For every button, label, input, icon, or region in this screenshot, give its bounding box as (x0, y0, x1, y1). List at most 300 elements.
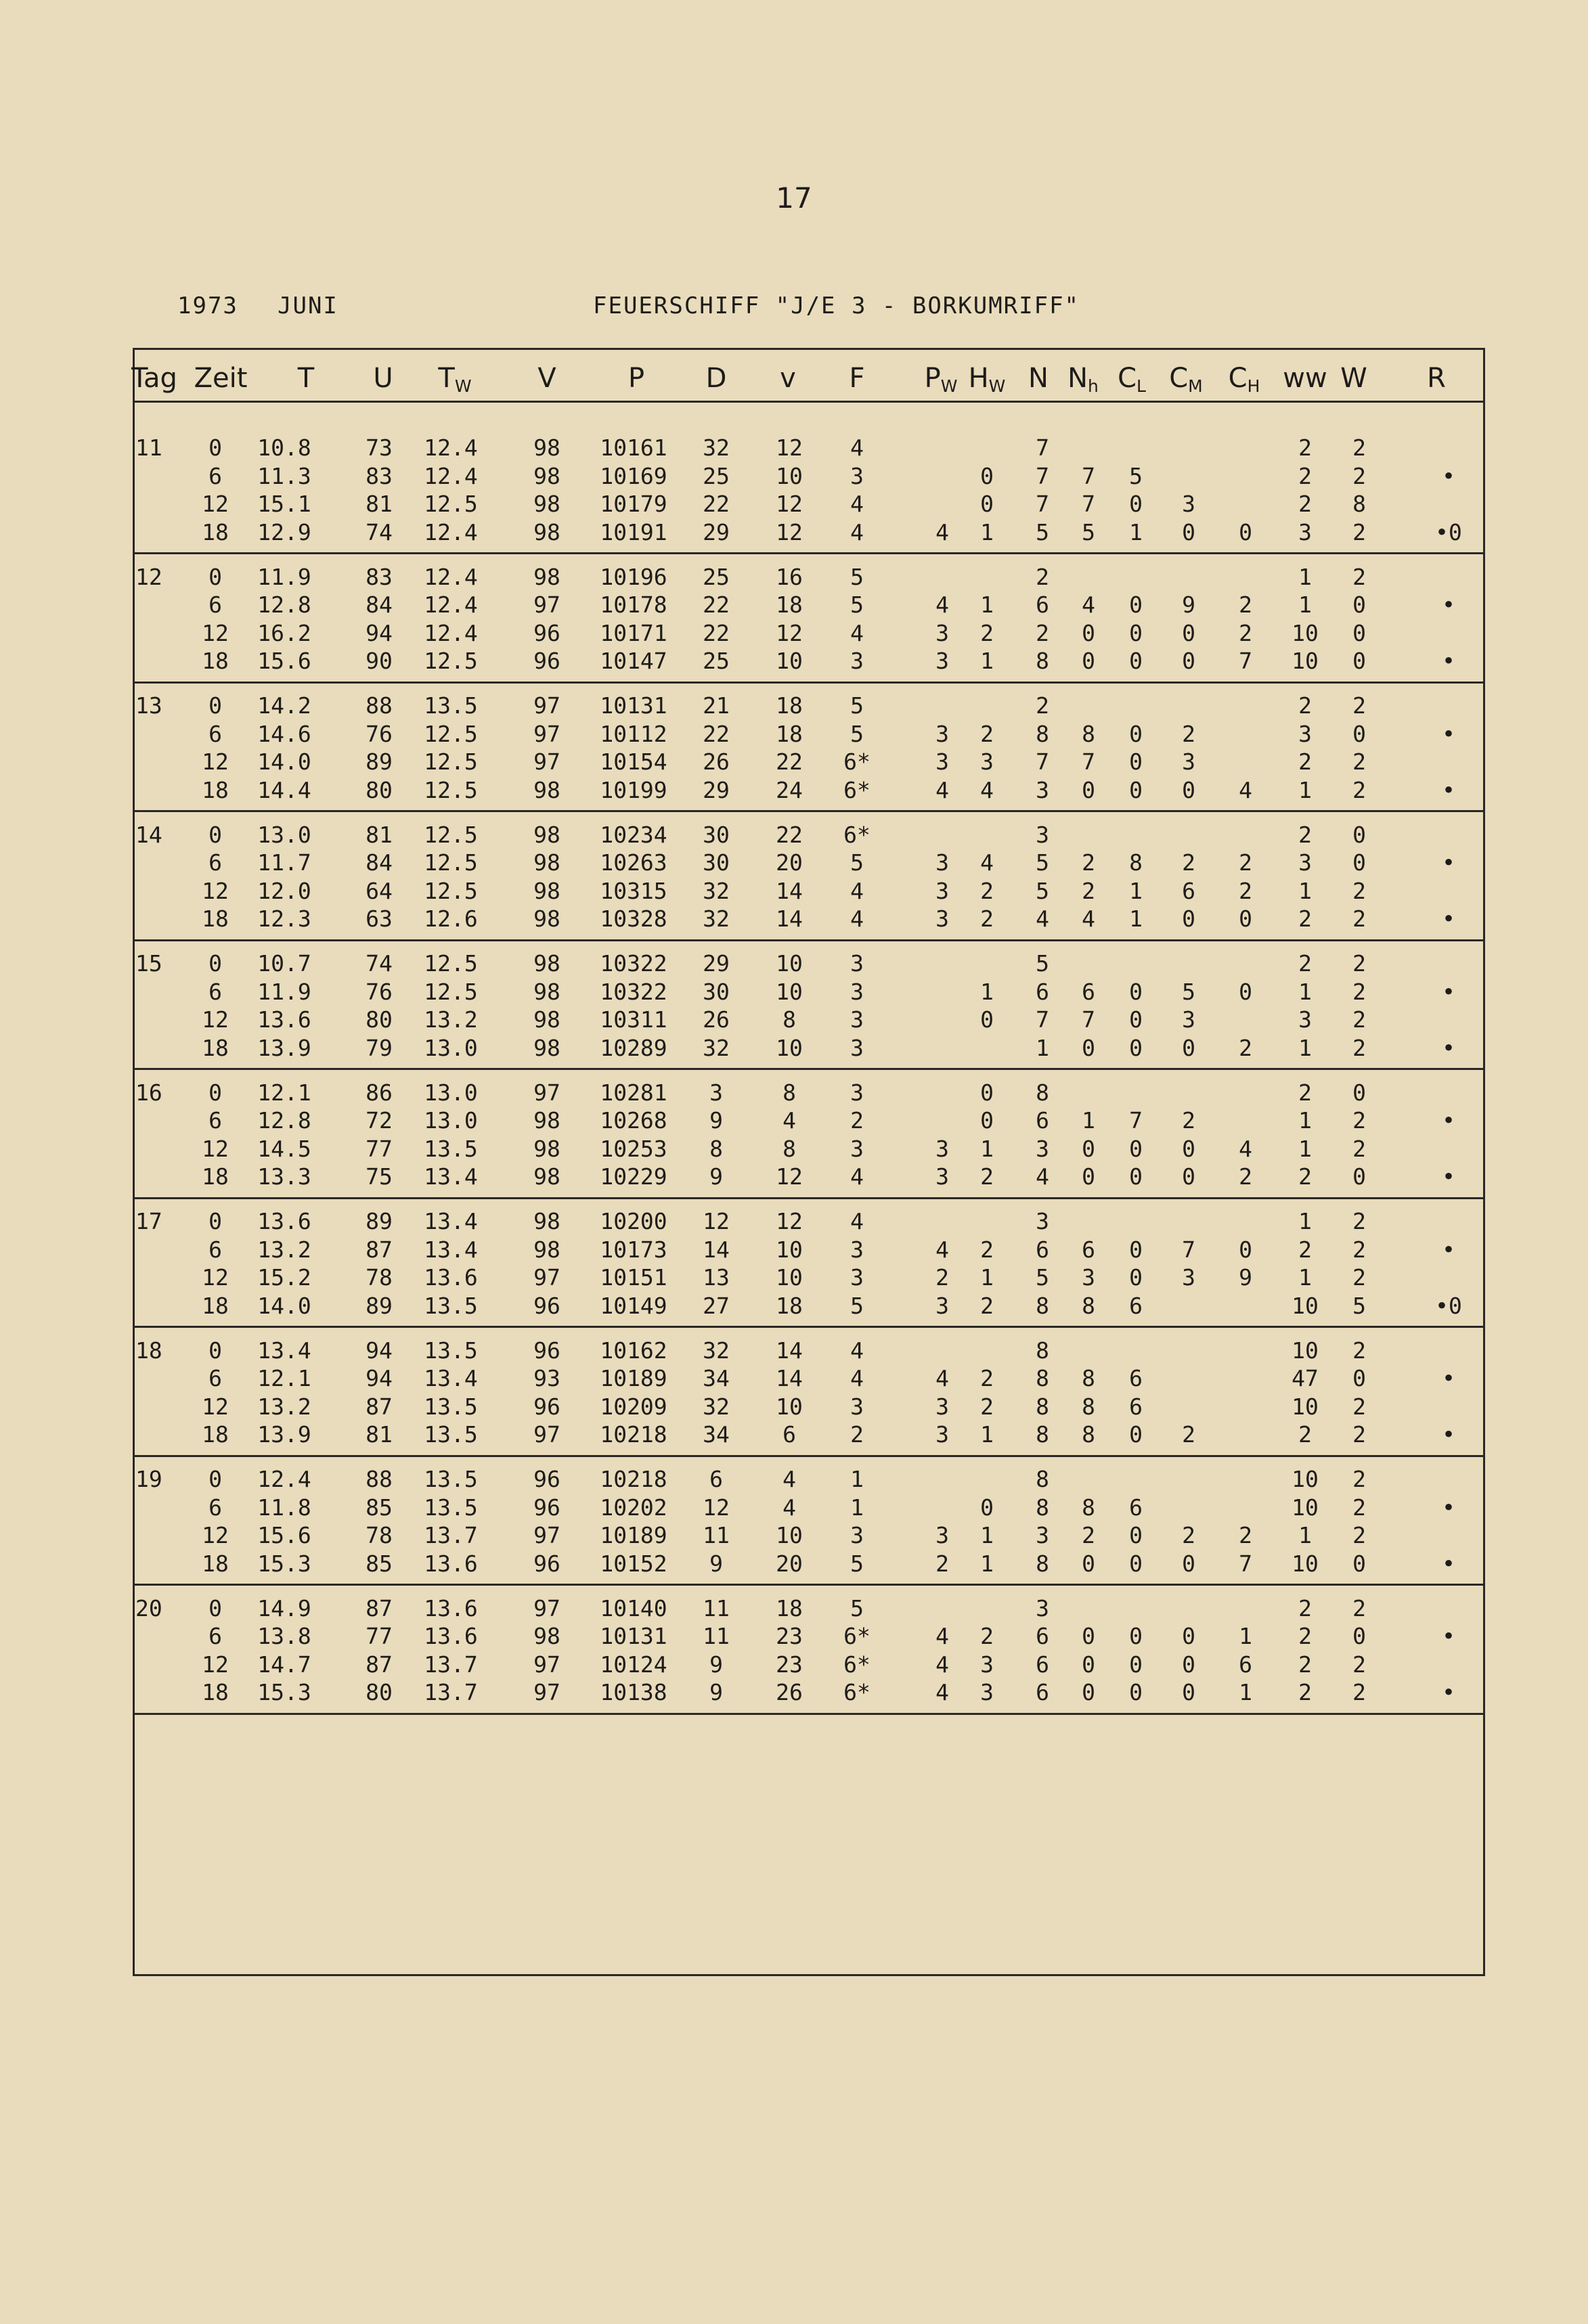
table-cell: 8 (1036, 1393, 1049, 1420)
table-cell: 3 (1036, 1594, 1049, 1622)
table-cell: 81 (366, 821, 393, 848)
table-cell: 13.5 (424, 1494, 478, 1521)
table-cell: 6 (709, 1466, 723, 1492)
table-cell: 2 (1298, 1651, 1312, 1678)
table-cell: 10263 (600, 849, 667, 876)
table-cell: 2 (935, 1264, 949, 1291)
table-cell: 5 (1129, 462, 1143, 489)
table-cell: 18 (776, 720, 803, 747)
day-divider (133, 1584, 1485, 1586)
table-cell: 0 (208, 563, 222, 590)
table-cell: 3 (1036, 1135, 1049, 1162)
table-cell: 0 (1182, 1651, 1195, 1678)
table-cell: 12.9 (257, 518, 311, 545)
table-cell: 14 (703, 1236, 730, 1263)
table-cell: 1 (1129, 906, 1143, 932)
table-cell: 0 (208, 950, 222, 977)
table-cell: 2 (1036, 619, 1049, 646)
table-cell: 10315 (600, 877, 667, 904)
table-cell: 96 (533, 1494, 560, 1521)
table-cell: 2 (850, 1107, 864, 1134)
table-cell: 4 (980, 849, 994, 876)
table-cell: 10140 (600, 1594, 667, 1622)
table-cell: 4 (935, 1236, 949, 1263)
day-label: 15 (135, 950, 162, 977)
table-cell: 5 (1182, 978, 1195, 1005)
table-cell: 77 (366, 1623, 393, 1649)
table-cell: 0 (1129, 1163, 1143, 1190)
table-cell: 6 (1036, 1236, 1049, 1263)
table-cell: 2 (1352, 1337, 1366, 1364)
table-cell: 2 (1352, 1679, 1366, 1705)
table-cell: 12 (776, 1208, 803, 1234)
table-cell: 29 (703, 776, 730, 803)
table-cell: 13.2 (257, 1236, 311, 1263)
table-cell: 6* (843, 1651, 870, 1678)
table-cell: 12 (202, 619, 229, 646)
table-cell: 2 (980, 619, 994, 646)
table-cell: 13.0 (257, 821, 311, 848)
day-label: 17 (135, 1208, 162, 1234)
table-cell: 4 (850, 619, 864, 646)
table-cell: 89 (366, 1208, 393, 1234)
table-cell: 4 (935, 591, 949, 618)
table-cell: 1 (1036, 1034, 1049, 1061)
day-divider (133, 810, 1485, 812)
table-cell: 10152 (600, 1550, 667, 1577)
table-cell: 0 (1129, 1236, 1143, 1263)
column-header: F (849, 363, 865, 394)
table-cell: 12 (776, 434, 803, 461)
table-cell: 10311 (600, 1006, 667, 1033)
table-cell: 14.0 (257, 748, 311, 775)
day-label: 18 (135, 1337, 162, 1364)
table-cell: 2 (1239, 849, 1252, 876)
table-cell: 12.5 (424, 648, 478, 674)
column-header: U (373, 363, 393, 394)
table-cell: 3 (850, 1236, 864, 1263)
table-cell: 1 (1239, 1679, 1252, 1705)
table-cell: 3 (1036, 1208, 1049, 1234)
table-cell: 32 (703, 1034, 730, 1061)
table-cell: 0 (1082, 1034, 1095, 1061)
table-cell: 98 (533, 950, 560, 977)
table-cell: 2 (1298, 950, 1312, 977)
table-cell: 0 (208, 1337, 222, 1364)
table-cell: 10 (1292, 648, 1319, 674)
table-cell: 2 (980, 720, 994, 747)
table-cell: 18 (202, 776, 229, 803)
table-cell: 2 (1352, 1494, 1366, 1521)
table-cell: 0 (1129, 1522, 1143, 1548)
table-cell: 10253 (600, 1135, 667, 1162)
table-cell: 12 (202, 1393, 229, 1420)
table-cell: 2 (1352, 563, 1366, 590)
table-cell: 98 (533, 1208, 560, 1234)
table-cell: 6 (208, 1623, 222, 1649)
table-cell: 87 (366, 1236, 393, 1263)
table-cell: 3 (980, 1651, 994, 1678)
table-cell: 4 (850, 491, 864, 517)
table-cell: 10328 (600, 906, 667, 932)
table-cell: 10131 (600, 1623, 667, 1649)
table-cell: 0 (1352, 591, 1366, 618)
table-cell: 9 (1182, 591, 1195, 618)
table-cell: 1 (1298, 591, 1312, 618)
table-cell: 12 (703, 1208, 730, 1234)
table-cell: 0 (1352, 1079, 1366, 1106)
table-cell: 13.0 (424, 1034, 478, 1061)
table-cell: 10131 (600, 692, 667, 719)
column-header: D (705, 363, 727, 394)
table-cell: 2 (1352, 748, 1366, 775)
table-cell: 3 (850, 1006, 864, 1033)
table-cell: 3 (850, 1393, 864, 1420)
table-cell: 2 (1298, 821, 1312, 848)
table-cell: 2 (1352, 1421, 1366, 1448)
table-cell: 7 (1082, 1006, 1095, 1033)
table-cell: 0 (1129, 1550, 1143, 1577)
table-cell: 94 (366, 1337, 393, 1364)
table-cell: 7 (1082, 748, 1095, 775)
table-cell: 98 (533, 1236, 560, 1263)
table-cell: 24 (776, 776, 803, 803)
table-cell: 96 (533, 1466, 560, 1492)
table-cell: 80 (366, 1679, 393, 1705)
table-cell: 14.2 (257, 692, 311, 719)
table-cell: 4 (935, 1679, 949, 1705)
table-cell: 2 (1352, 776, 1366, 803)
day-divider (133, 939, 1485, 941)
table-cell: 3 (1036, 776, 1049, 803)
table-cell: 6 (1082, 1236, 1095, 1263)
column-header: Zeit (194, 363, 248, 394)
table-cell: 87 (366, 1594, 393, 1622)
table-cell: 12.4 (424, 619, 478, 646)
table-cell: 9 (709, 1107, 723, 1134)
table-cell: 3 (1298, 849, 1312, 876)
table-cell: 3 (935, 906, 949, 932)
table-cell: 10147 (600, 648, 667, 674)
table-cell: 9 (709, 1679, 723, 1705)
table-cell: 98 (533, 821, 560, 848)
table-cell: 2 (1352, 1393, 1366, 1420)
table-cell: 8 (1082, 1365, 1095, 1391)
table-cell: 0 (1082, 1135, 1095, 1162)
table-cell: 88 (366, 692, 393, 719)
table-cell: 14.9 (257, 1594, 311, 1622)
table-cell: 2 (980, 1163, 994, 1190)
table-cell: 0 (980, 1494, 994, 1521)
table-cell: 12.5 (424, 720, 478, 747)
table-cell: 10 (776, 950, 803, 977)
table-cell: 98 (533, 1135, 560, 1162)
table-cell: 0 (1082, 776, 1095, 803)
table-cell: 7 (1082, 462, 1095, 489)
table-cell: 8 (1082, 720, 1095, 747)
table-cell: 0 (1129, 648, 1143, 674)
table-cell: 10169 (600, 462, 667, 489)
table-cell: 1 (980, 648, 994, 674)
table-cell: 26 (703, 748, 730, 775)
table-cell: 4 (980, 776, 994, 803)
table-cell: 2 (1352, 1135, 1366, 1162)
table-cell: 13.5 (424, 1292, 478, 1319)
day-label: 14 (135, 821, 162, 848)
table-cell: 6* (843, 821, 870, 848)
table-cell: 73 (366, 434, 393, 461)
table-cell: 10173 (600, 1236, 667, 1263)
table-cell: 1 (980, 518, 994, 545)
table-cell: 2 (1352, 978, 1366, 1005)
table-cell: 6 (1182, 877, 1195, 904)
table-cell: 4 (935, 776, 949, 803)
table-cell: 21 (703, 692, 730, 719)
table-cell: 0 (1129, 1679, 1143, 1705)
table-cell: 30 (703, 821, 730, 848)
table-cell: 0 (1129, 978, 1143, 1005)
table-cell: 4 (850, 1337, 864, 1364)
table-cell: • (1442, 1623, 1455, 1649)
table-cell: 10 (1292, 1550, 1319, 1577)
table-cell: 32 (703, 906, 730, 932)
table-cell: 3 (935, 877, 949, 904)
table-cell: 1 (980, 978, 994, 1005)
table-cell: 18 (202, 906, 229, 932)
table-cell: 13.6 (424, 1623, 478, 1649)
table-cell: 4 (935, 518, 949, 545)
table-cell: 87 (366, 1393, 393, 1420)
table-cell: 6 (1129, 1292, 1143, 1319)
table-cell: 0 (1082, 1651, 1095, 1678)
table-cell: 3 (935, 1522, 949, 1548)
table-cell: 0 (980, 491, 994, 517)
table-cell: 5 (1036, 1264, 1049, 1291)
table-cell: 7 (1239, 1550, 1252, 1577)
table-cell: • (1442, 978, 1455, 1005)
table-cell: • (1442, 591, 1455, 618)
table-cell: 2 (1298, 906, 1312, 932)
table-cell: 98 (533, 518, 560, 545)
table-cell: 8 (1036, 1365, 1049, 1391)
table-cell: 15.6 (257, 648, 311, 674)
table-cell: 0 (1239, 906, 1252, 932)
table-cell: 84 (366, 849, 393, 876)
table-cell: 4 (935, 1623, 949, 1649)
table-cell: 1 (1298, 1034, 1312, 1061)
table-cell: 97 (533, 1522, 560, 1548)
table-cell: 3 (1036, 821, 1049, 848)
table-cell: 3 (935, 748, 949, 775)
header-month: JUNI (278, 292, 338, 319)
table-cell: 2 (850, 1421, 864, 1448)
day-label: 11 (135, 434, 162, 461)
table-cell: 6 (208, 591, 222, 618)
day-divider (133, 1455, 1485, 1457)
table-cell: 0 (1129, 1135, 1143, 1162)
table-cell: 0 (1129, 748, 1143, 775)
header-year: 1973 (177, 292, 238, 319)
column-header: V (537, 363, 556, 394)
table-cell: 2 (1182, 720, 1195, 747)
table-cell: 10218 (600, 1466, 667, 1492)
table-cell: 10202 (600, 1494, 667, 1521)
table-cell: 84 (366, 591, 393, 618)
table-cell: 12.1 (257, 1079, 311, 1106)
column-header: N (1028, 363, 1049, 394)
table-cell: 2 (1352, 1264, 1366, 1291)
table-cell: 3 (935, 1292, 949, 1319)
table-cell: 6 (208, 1236, 222, 1263)
table-cell: 16.2 (257, 619, 311, 646)
table-cell: • (1442, 720, 1455, 747)
table-cell: 10191 (600, 518, 667, 545)
table-cell: 12.4 (424, 563, 478, 590)
table-cell: 8 (1036, 720, 1049, 747)
table-cell: 12 (776, 619, 803, 646)
table-cell: 12.5 (424, 978, 478, 1005)
observation-table (133, 348, 1485, 1976)
day-divider (133, 1326, 1485, 1328)
table-cell: 10162 (600, 1337, 667, 1364)
column-header: Tag (131, 363, 177, 394)
table-cell: 1 (1239, 1623, 1252, 1649)
table-cell: 5 (850, 692, 864, 719)
table-cell: 18 (202, 1550, 229, 1577)
table-cell: 98 (533, 1006, 560, 1033)
table-cell: 93 (533, 1365, 560, 1391)
table-cell: 22 (776, 821, 803, 848)
column-header: R (1427, 363, 1446, 394)
table-cell: 3 (850, 1264, 864, 1291)
table-cell: 2 (1082, 849, 1095, 876)
table-cell: 10 (776, 648, 803, 674)
column-header: W (1340, 363, 1367, 394)
table-cell: 12.5 (424, 849, 478, 876)
table-cell: 0 (1182, 776, 1195, 803)
day-divider (133, 1068, 1485, 1070)
table-cell: 97 (533, 692, 560, 719)
table-cell: 8 (782, 1135, 796, 1162)
table-cell: 12.1 (257, 1365, 311, 1391)
table-cell: 11 (703, 1522, 730, 1548)
table-cell: 8 (1036, 1337, 1049, 1364)
table-cell: 32 (703, 1393, 730, 1420)
table-cell: 10179 (600, 491, 667, 517)
table-cell: 0 (1352, 1623, 1366, 1649)
table-cell: 0 (1352, 821, 1366, 848)
table-cell: 6 (208, 1107, 222, 1134)
table-cell: 10209 (600, 1393, 667, 1420)
table-cell: 34 (703, 1421, 730, 1448)
table-cell: 96 (533, 619, 560, 646)
table-cell: 6 (208, 1494, 222, 1521)
table-cell: 8 (782, 1006, 796, 1033)
table-cell: 1 (1298, 1264, 1312, 1291)
table-cell: 2 (1239, 1522, 1252, 1548)
table-cell: 2 (980, 906, 994, 932)
table-cell: 8 (1082, 1421, 1095, 1448)
table-cell: 10322 (600, 978, 667, 1005)
table-cell: 78 (366, 1522, 393, 1548)
table-cell: 0 (1352, 1163, 1366, 1190)
table-cell: 10 (776, 1393, 803, 1420)
table-cell: 10200 (600, 1208, 667, 1234)
table-cell: 13 (703, 1264, 730, 1291)
table-cell: 6 (208, 462, 222, 489)
table-cell: 80 (366, 776, 393, 803)
table-cell: • (1442, 776, 1455, 803)
table-cell: 97 (533, 1079, 560, 1106)
table-cell: 1 (980, 1550, 994, 1577)
table-cell: 12 (776, 491, 803, 517)
column-header: $P_W$ (924, 363, 958, 396)
table-cell: • (1442, 1236, 1455, 1263)
table-cell: 11.9 (257, 563, 311, 590)
table-cell: 1 (980, 1522, 994, 1548)
table-cell: 0 (1082, 1163, 1095, 1190)
table-cell: 8 (1036, 1550, 1049, 1577)
table-cell: 2 (980, 1365, 994, 1391)
table-cell: 10 (776, 462, 803, 489)
table-cell: 98 (533, 776, 560, 803)
table-cell: 23 (776, 1623, 803, 1649)
table-cell: 98 (533, 1163, 560, 1190)
table-cell: 2 (1352, 692, 1366, 719)
table-cell: 5 (1036, 950, 1049, 977)
day-divider (133, 681, 1485, 684)
day-label: 12 (135, 563, 162, 590)
column-header: $H_W$ (968, 363, 1006, 396)
table-cell: 3 (935, 1393, 949, 1420)
table-cell: 13.5 (424, 1337, 478, 1364)
table-cell: 2 (1352, 1006, 1366, 1033)
column-header: $C_L$ (1118, 363, 1146, 396)
table-cell: 7 (1036, 748, 1049, 775)
table-cell: 3 (1182, 491, 1195, 517)
table-cell: 3 (1298, 1006, 1312, 1033)
table-cell: 3 (850, 1522, 864, 1548)
table-cell: 5 (1036, 518, 1049, 545)
table-cell: 20 (776, 849, 803, 876)
table-cell: 13.9 (257, 1421, 311, 1448)
table-cell: 3 (935, 619, 949, 646)
table-cell: 32 (703, 877, 730, 904)
table-cell: • (1442, 1034, 1455, 1061)
table-cell: 3 (850, 648, 864, 674)
table-cell: 2 (1298, 1594, 1312, 1622)
table-cell: 13.4 (257, 1337, 311, 1364)
table-cell: 2 (1298, 434, 1312, 461)
table-cell: 13.9 (257, 1034, 311, 1061)
table-cell: 0 (1182, 1679, 1195, 1705)
table-cell: 0 (1182, 1163, 1195, 1190)
table-cell: 18 (776, 591, 803, 618)
table-cell: 10196 (600, 563, 667, 590)
table-cell: 0 (1352, 720, 1366, 747)
table-cell: 63 (366, 906, 393, 932)
table-cell: 10 (776, 1264, 803, 1291)
table-cell: 10154 (600, 748, 667, 775)
table-cell: 13.6 (424, 1264, 478, 1291)
table-cell: 22 (703, 591, 730, 618)
table-cell: 1 (1298, 1208, 1312, 1234)
table-cell: 2 (1082, 877, 1095, 904)
table-cell: 15.2 (257, 1264, 311, 1291)
table-cell: 13.5 (424, 1421, 478, 1448)
table-cell: 4 (1082, 591, 1095, 618)
table-cell: 97 (533, 1264, 560, 1291)
